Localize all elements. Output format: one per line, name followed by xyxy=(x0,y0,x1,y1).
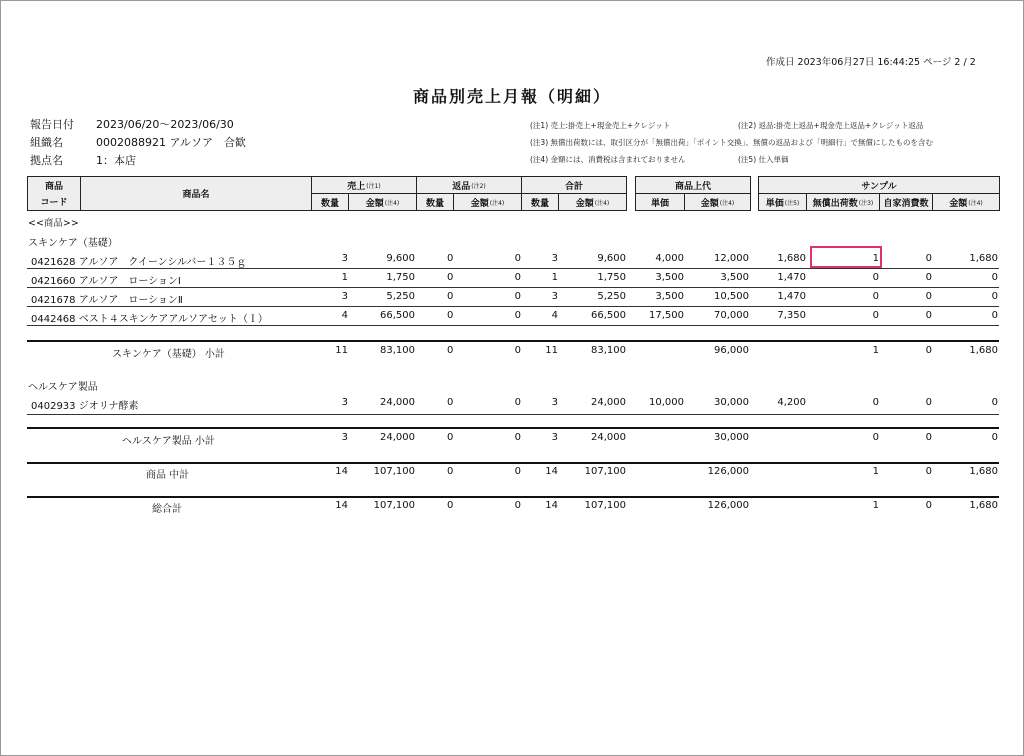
subtotal-t-qty: 14 xyxy=(545,500,558,511)
note-5: (注5) 仕入単価 xyxy=(738,155,789,164)
subtotal-sp-amt: 1,680 xyxy=(969,466,998,477)
col-self-use: 自家消費数 xyxy=(879,194,932,210)
subtotal-sp-amt: 0 xyxy=(991,432,998,443)
col-sample-amount: 金額 (注4) xyxy=(932,194,999,210)
subtotal-r-amt: 0 xyxy=(514,500,521,511)
cell-s-amt: 5,250 xyxy=(386,291,415,302)
subtotal-t-amt: 83,100 xyxy=(591,345,626,356)
subtotal-free: 1 xyxy=(872,500,879,511)
cell-t-amt: 9,600 xyxy=(597,253,626,264)
subtotal-sp-amt: 1,680 xyxy=(969,345,998,356)
subtotal-s-qty: 14 xyxy=(335,466,348,477)
cell-r-amt: 0 xyxy=(514,253,521,264)
cell-free: 1 xyxy=(872,253,879,264)
subtotal-sp-amt: 1,680 xyxy=(969,500,998,511)
col-free-qty: 無償出荷数 (注3) xyxy=(806,194,879,210)
cell-t-amt: 5,250 xyxy=(597,291,626,302)
cell-t-amt: 24,000 xyxy=(591,397,626,408)
subtotal-label: スキンケア（基礎） 小計 xyxy=(112,349,225,360)
cell-s-qty: 1 xyxy=(341,272,348,283)
col-sales-qty: 数量 xyxy=(311,194,348,210)
col-list-amount: 金額 (注4) xyxy=(684,194,750,210)
subtotal-label: ヘルスケア製品 小計 xyxy=(122,436,215,447)
base-label: 拠点名 xyxy=(30,154,63,167)
subtotal-r-qty: 0 xyxy=(447,466,454,477)
group-skincare: スキンケア（基礎） xyxy=(28,238,118,249)
cell-free: 0 xyxy=(872,272,879,283)
subtotal-t-qty: 14 xyxy=(545,466,558,477)
subtotal-s-qty: 14 xyxy=(335,500,348,511)
cell-up: 10,000 xyxy=(649,397,684,408)
cell-sp-amt: 1,680 xyxy=(969,253,998,264)
subtotal-self: 0 xyxy=(925,432,932,443)
row-product: 0421628 アルソア クイーンシルバー１３５ｇ xyxy=(31,257,247,268)
cell-sp-amt: 0 xyxy=(991,272,998,283)
col-name: 商品名 xyxy=(80,177,311,210)
cell-r-qty: 0 xyxy=(447,272,454,283)
col-returns-qty: 数量 xyxy=(416,194,453,210)
col-unit-price: 単価 xyxy=(650,198,669,209)
subtotal-r-qty: 0 xyxy=(447,500,454,511)
cell-t-qty: 3 xyxy=(551,253,558,264)
cell-free: 0 xyxy=(872,397,879,408)
cell-s-amt: 66,500 xyxy=(380,310,415,321)
cell-sp-up: 1,470 xyxy=(777,272,806,283)
cell-sp-up: 1,470 xyxy=(777,291,806,302)
cell-r-qty: 0 xyxy=(447,310,454,321)
subtotal-r-qty: 0 xyxy=(447,345,454,356)
subtotal-self: 0 xyxy=(925,345,932,356)
cell-t-qty: 3 xyxy=(551,397,558,408)
col-sales-amount: 金額 (注4) xyxy=(348,194,416,210)
subtotal-free: 1 xyxy=(872,466,879,477)
cell-sp-up: 4,200 xyxy=(777,397,806,408)
col-total-qty: 数量 xyxy=(521,194,558,210)
cell-sp-up: 1,680 xyxy=(777,253,806,264)
subtotal-free: 0 xyxy=(872,432,879,443)
col-returns: 返品 (注2) xyxy=(416,177,521,193)
subtotal-lp-amt: 126,000 xyxy=(707,500,749,511)
cell-up: 17,500 xyxy=(649,310,684,321)
subtotal-t-amt: 24,000 xyxy=(591,432,626,443)
subtotal-label: 商品 中計 xyxy=(146,470,190,481)
cell-r-amt: 0 xyxy=(514,291,521,302)
row-product: 0421660 アルソア ローションⅠ xyxy=(31,276,181,287)
cell-sp-up: 7,350 xyxy=(777,310,806,321)
col-returns-amount: 金額 (注4) xyxy=(453,194,521,210)
subtotal-r-amt: 0 xyxy=(514,432,521,443)
cell-lp-amt: 10,500 xyxy=(714,291,749,302)
cell-s-qty: 4 xyxy=(341,310,348,321)
row-product: 0402933 ジオリナ酵素 xyxy=(31,401,139,412)
cell-r-amt: 0 xyxy=(514,310,521,321)
cell-self: 0 xyxy=(925,291,932,302)
col-code-line2: コード xyxy=(40,197,68,208)
cell-self: 0 xyxy=(925,310,932,321)
subtotal-self: 0 xyxy=(925,466,932,477)
cell-up: 4,000 xyxy=(655,253,684,264)
cell-lp-amt: 70,000 xyxy=(714,310,749,321)
col-sales: 売上 (注1) xyxy=(311,177,416,193)
note-2: (注2) 返品:掛売上返品+現金売上返品+クレジット返品 xyxy=(738,121,924,130)
subtotal-s-qty: 11 xyxy=(335,345,348,356)
cell-lp-amt: 3,500 xyxy=(720,272,749,283)
report-date-label: 報告日付 xyxy=(30,118,74,131)
subtotal-t-amt: 107,100 xyxy=(584,500,626,511)
subtotal-free: 1 xyxy=(872,345,879,356)
subtotal-lp-amt: 96,000 xyxy=(714,345,749,356)
subtotal-s-qty: 3 xyxy=(341,432,348,443)
col-list-price: 商品上代 xyxy=(674,181,711,192)
cell-s-qty: 3 xyxy=(341,291,348,302)
cell-lp-amt: 30,000 xyxy=(714,397,749,408)
cell-self: 0 xyxy=(925,272,932,283)
cell-free: 0 xyxy=(872,310,879,321)
cell-free: 0 xyxy=(872,291,879,302)
cell-r-qty: 0 xyxy=(447,291,454,302)
base-value: 1：本店 xyxy=(96,154,136,167)
col-total: 合計 xyxy=(521,177,626,193)
cell-self: 0 xyxy=(925,397,932,408)
subtotal-label: 総合計 xyxy=(152,504,182,515)
cell-sp-amt: 0 xyxy=(991,291,998,302)
subtotal-s-amt: 83,100 xyxy=(380,345,415,356)
section-label: <<商品>> xyxy=(28,218,79,229)
cell-self: 0 xyxy=(925,253,932,264)
created-timestamp: 作成日 2023年06月27日 16:44:25 ページ 2 / 2 xyxy=(766,57,976,68)
col-sample-unit-price: 単価 (注5) xyxy=(765,198,800,209)
report-date-value: 2023/06/20～2023/06/30 xyxy=(96,118,234,131)
subtotal-s-amt: 107,100 xyxy=(373,500,415,511)
note-1: (注1) 売上:掛売上+現金売上+クレジット xyxy=(530,121,671,130)
subtotal-r-qty: 0 xyxy=(447,432,454,443)
group-healthcare: ヘルスケア製品 xyxy=(28,382,98,393)
cell-sp-amt: 0 xyxy=(991,310,998,321)
cell-up: 3,500 xyxy=(655,272,684,283)
subtotal-lp-amt: 30,000 xyxy=(714,432,749,443)
subtotal-t-qty: 3 xyxy=(551,432,558,443)
subtotal-lp-amt: 126,000 xyxy=(707,466,749,477)
note-3: (注3) 無償出荷数には、取引区分が「無償出荷」「ポイント交換」、無償の返品および「明細行」で無償にしたものを含む xyxy=(530,138,934,147)
subtotal-s-amt: 24,000 xyxy=(380,432,415,443)
report-title: 商品別売上月報（明細） xyxy=(412,87,611,106)
cell-t-qty: 1 xyxy=(551,272,558,283)
cell-s-amt: 1,750 xyxy=(386,272,415,283)
cell-t-qty: 3 xyxy=(551,291,558,302)
cell-r-amt: 0 xyxy=(514,397,521,408)
cell-sp-amt: 0 xyxy=(991,397,998,408)
subtotal-r-amt: 0 xyxy=(514,345,521,356)
highlight-box xyxy=(810,246,882,268)
cell-r-amt: 0 xyxy=(514,272,521,283)
cell-s-qty: 3 xyxy=(341,397,348,408)
col-sample: サンプル xyxy=(861,181,897,192)
col-total-amount: 金額 (注4) xyxy=(558,194,626,210)
row-product: 0421678 アルソア ローションⅡ xyxy=(31,295,183,306)
cell-r-qty: 0 xyxy=(447,253,454,264)
cell-up: 3,500 xyxy=(655,291,684,302)
cell-t-qty: 4 xyxy=(551,310,558,321)
row-product: 0442468 ベスト４スキンケアアルソアセット（Ｉ） xyxy=(31,314,268,325)
subtotal-t-qty: 11 xyxy=(545,345,558,356)
subtotal-t-amt: 107,100 xyxy=(584,466,626,477)
cell-s-qty: 3 xyxy=(341,253,348,264)
org-value: 0002088921 アルソア 合歓 xyxy=(96,136,247,149)
cell-s-amt: 9,600 xyxy=(386,253,415,264)
cell-s-amt: 24,000 xyxy=(380,397,415,408)
note-4: (注4) 金額には、消費税は含まれておりません xyxy=(530,155,686,164)
col-code-line1: 商品 xyxy=(44,181,63,192)
cell-lp-amt: 12,000 xyxy=(714,253,749,264)
subtotal-s-amt: 107,100 xyxy=(373,466,415,477)
subtotal-self: 0 xyxy=(925,500,932,511)
cell-t-amt: 66,500 xyxy=(591,310,626,321)
cell-t-amt: 1,750 xyxy=(597,272,626,283)
org-label: 組織名 xyxy=(30,136,63,149)
subtotal-r-amt: 0 xyxy=(514,466,521,477)
cell-r-qty: 0 xyxy=(447,397,454,408)
